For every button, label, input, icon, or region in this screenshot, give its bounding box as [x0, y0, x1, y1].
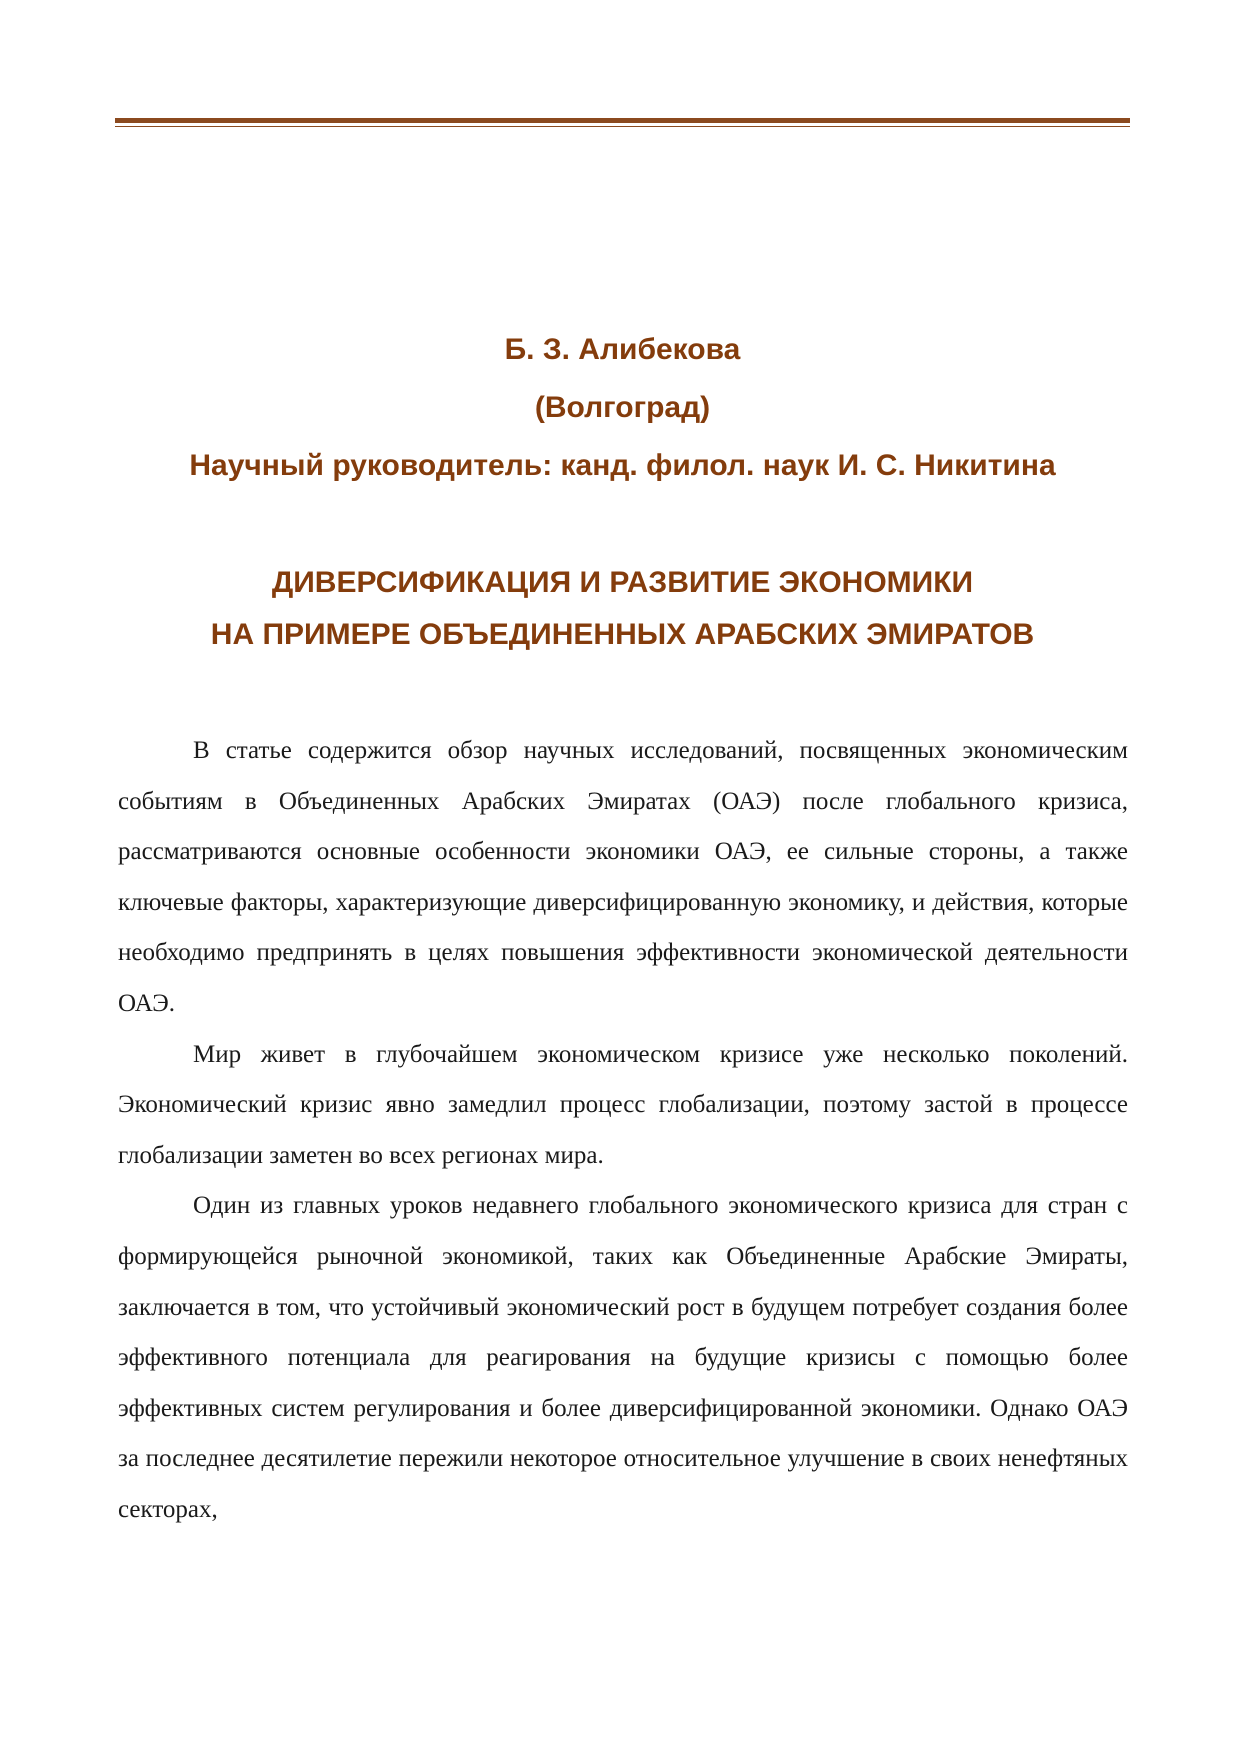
- author-name: Б. З. Алибекова: [504, 333, 741, 366]
- header-rule-thick: [115, 118, 1130, 123]
- body-paragraph: Один из главных уроков недавнего глобального экономического кризиса для стран с формирующейся рыночной экономикой, таких как Объединенные Арабские Эмираты, заключается в том, что устойчивый экономический рост в будущем потребует создания более эффективного потенциала для реагирования на будущие кризисы с помощью более эффективных систем регулирования и более диверсифицированной экономики. Однако ОАЭ за последнее десятилетие пережили некоторое относительное улучшение в своих ненефтяных секторах,: [118, 1192, 1128, 1523]
- author-block: [115, 330, 1130, 504]
- title-line-1: ДИВЕРСИФИКАЦИЯ И РАЗВИТИЕ ЭКОНОМИКИ: [271, 566, 974, 599]
- header-rule-thin: [115, 126, 1130, 127]
- title-line-2: НА ПРИМЕРЕ ОБЪЕДИНЕННЫХ АРАБСКИХ ЭМИРАТОВ: [210, 618, 1035, 651]
- header-rule: [115, 118, 1130, 127]
- body-paragraph: Мир живет в глубочайшем экономическом кризисе уже несколько поколений. Экономический кризис явно замедлил процесс глобализации, поэтому застой в процессе глобализации заметен во всех регионах мира.: [118, 1040, 1128, 1169]
- author-city: (Волгоград): [534, 391, 711, 424]
- article-body: [118, 726, 1128, 1536]
- article-title: [115, 563, 1130, 667]
- abstract-paragraph: В статье содержится обзор научных исследований, посвященных экономическим событиям в Объединенных Арабских Эмиратах (ОАЭ) после глобального кризиса, рассматриваются основные особенности экономики ОАЭ, ее сильные стороны, а также ключевые факторы, характеризующие диверсифицированную экономику, и действия, которые необходимо предпринять в целях повышения эффективности экономической деятельности ОАЭ.: [118, 737, 1128, 1017]
- supervisor: Научный руководитель: канд. филол. наук И. С. Никитина: [189, 449, 1056, 482]
